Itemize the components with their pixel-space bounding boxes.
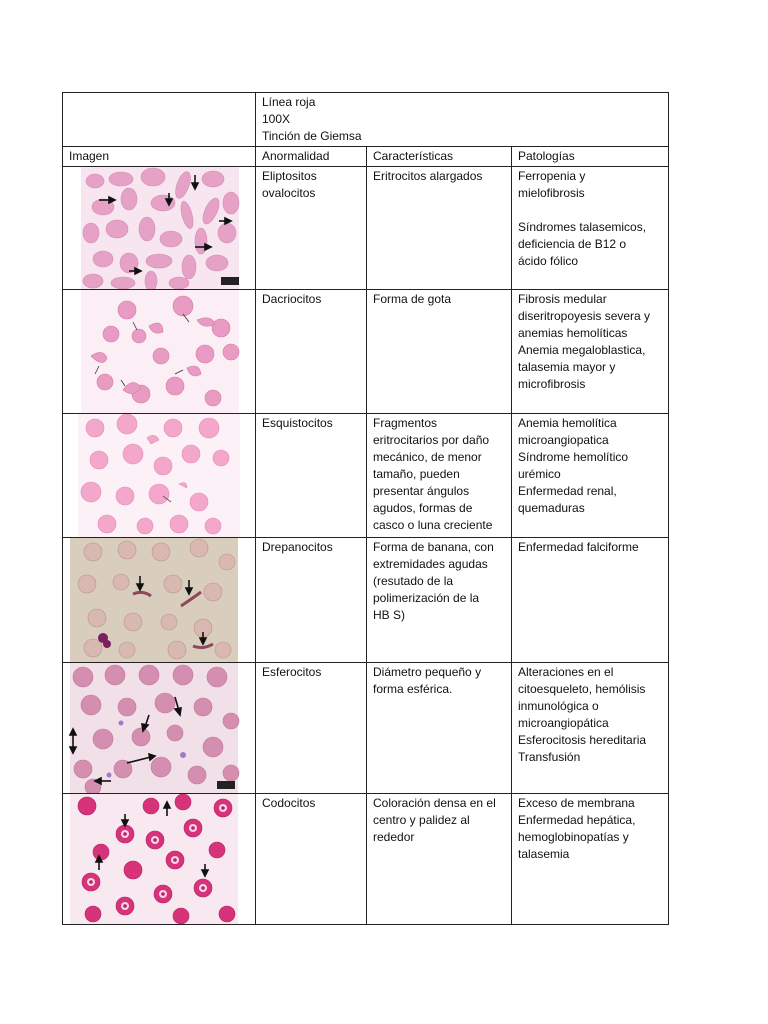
title-line-1: Línea roja [262,95,316,109]
abnormality-cell: Codocitos [256,794,367,925]
pathologies-cell: Fibrosis medular diseritropoyesis severa y anemias hemolíticas Anemia megaloblastica, talasemia mayor y microfibrosis [512,290,669,414]
title-line-2: 100X [262,112,291,126]
column-header-row [63,147,669,167]
morphology-table [62,92,669,925]
pathologies-cell: Anemia hemolítica microangiopatica Síndrome hemolítico urémico Enfermedad renal, quemaduras [512,414,669,538]
pathologies-cell: Ferropenia y mielofibrosis Síndromes talasemicos, deficiencia de B12 o ácido fólico [512,167,669,290]
dacrocytes-micrograph [63,290,256,413]
title-line-3: Tinción de Giemsa [262,129,362,143]
col-header-image: Imagen [63,147,256,167]
characteristics-cell: Eritrocitos alargados [367,167,512,290]
col-header-pathologies: Patologías [512,147,669,167]
image-cell [63,794,256,925]
table-row [63,290,669,414]
pathologies-cell: Alteraciones en el citoesqueleto, hemólisis inmunológica o microangiopática Esferocitosis hereditaria Transfusión [512,663,669,794]
header-row [63,93,669,147]
schistocytes-micrograph [63,414,256,537]
image-cell [63,538,256,663]
image-cell [63,167,256,290]
abnormality-cell: Eliptositos ovalocitos [256,167,367,290]
characteristics-cell: Forma de gota [367,290,512,414]
target-cells-micrograph [63,794,256,924]
sickle-cells-micrograph [63,538,256,662]
image-cell [63,663,256,794]
characteristics-cell: Coloración densa en el centro y palidez al rededor [367,794,512,925]
image-cell [63,290,256,414]
characteristics-cell: Fragmentos eritrocitarios por daño mecánico, de menor tamaño, pueden presentar ángulos agudos, formas de casco o luna creciente [367,414,512,538]
elliptocytes-micrograph [63,167,256,289]
abnormality-cell: Esferocitos [256,663,367,794]
image-cell [63,414,256,538]
table-row [63,538,669,663]
pathologies-cell: Exceso de membrana Enfermedad hepática, hemoglobinopatías y talasemia [512,794,669,925]
spherocytes-micrograph [63,663,256,793]
table-title-cell [256,93,669,147]
header-empty-cell [63,93,256,147]
table-row [63,414,669,538]
characteristics-cell: Diámetro pequeño y forma esférica. [367,663,512,794]
abnormality-cell: Dacriocitos [256,290,367,414]
col-header-characteristics: Características [367,147,512,167]
pathologies-cell: Enfermedad falciforme [512,538,669,663]
abnormality-cell: Drepanocitos [256,538,367,663]
table-row [63,167,669,290]
abnormality-cell: Esquistocitos [256,414,367,538]
table-row [63,794,669,925]
characteristics-cell: Forma de banana, con extremidades agudas (resutado de la polimerización de la HB S) [367,538,512,663]
col-header-abnormality: Anormalidad [256,147,367,167]
table-row [63,663,669,794]
